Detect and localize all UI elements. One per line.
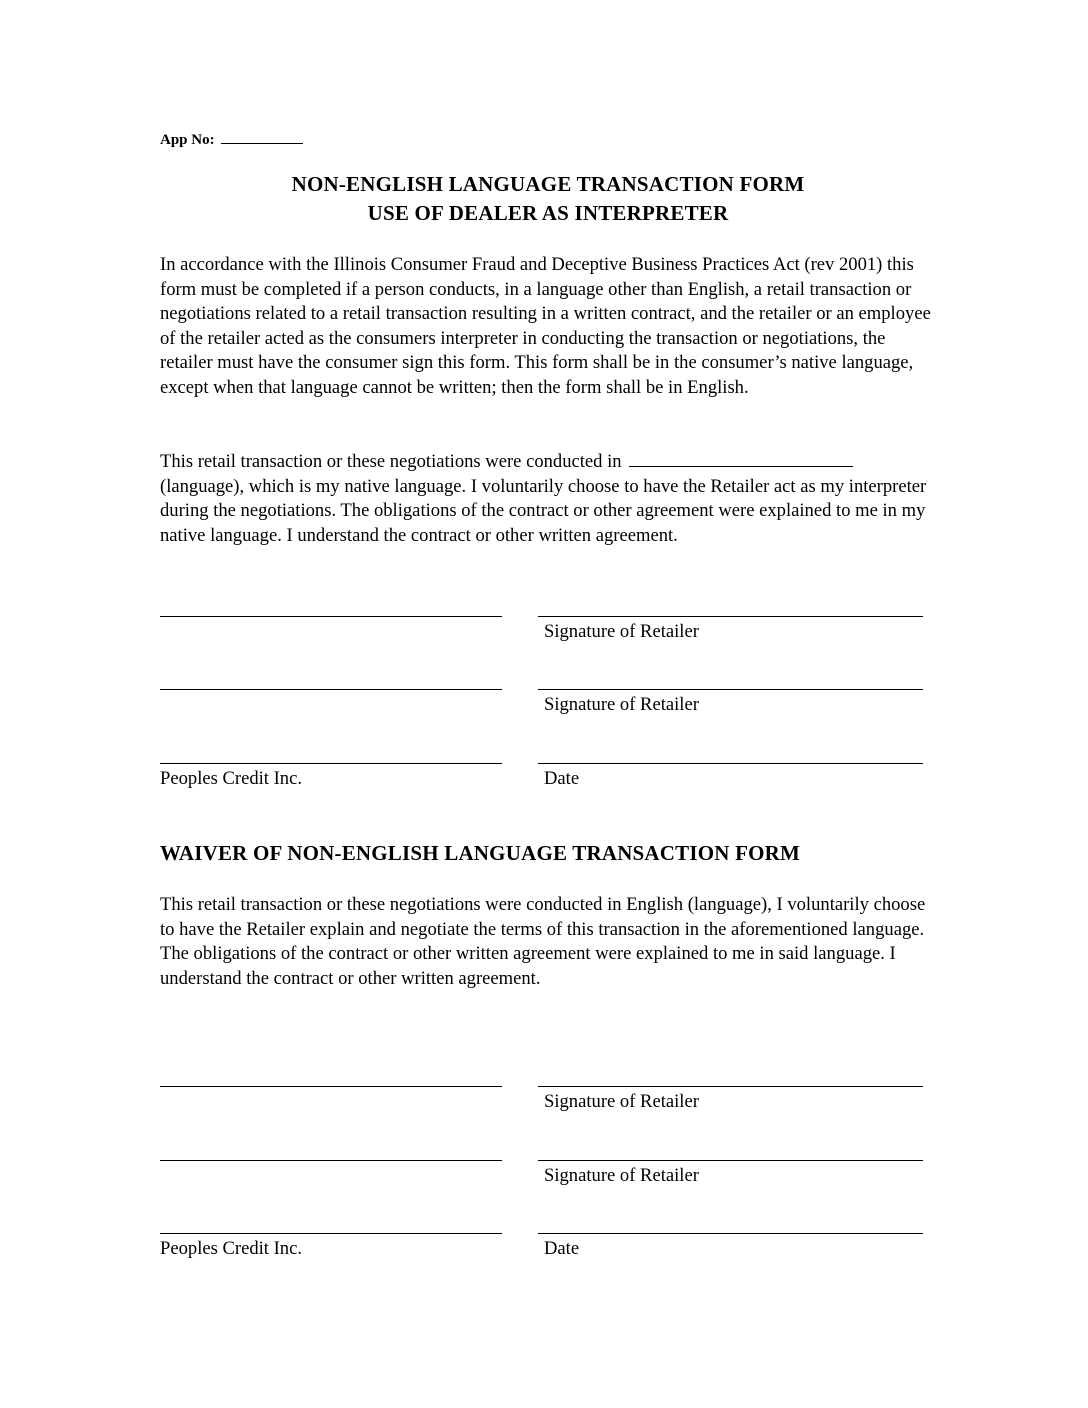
statement-text-before: This retail transaction or these negotiations were conducted in xyxy=(160,451,622,472)
app-no-label: App No: xyxy=(160,132,215,148)
language-blank[interactable] xyxy=(629,449,853,467)
consumer-signature-line-1[interactable] xyxy=(160,616,502,617)
waiver-consumer-signature-line-2[interactable] xyxy=(160,1160,502,1161)
statement-text-after: (language), which is my native language. I voluntarily choose to have the Retailer act as my interpreter during the negotiations. The obligations of the contract or other agreement were explained to me in my native language. I understand the contract or other written agreement. xyxy=(160,475,927,546)
consumer-signature-line-2[interactable] xyxy=(160,689,502,690)
date-label: Date xyxy=(544,768,580,789)
waiver-paragraph: This retail transaction or these negotiations were conducted in English (language), I voluntarily choose to have the Retailer explain and negotiate the terms of this transaction in the aforementioned language. The obligations of the contract or other written agreement were explained to me in said language. I understand the contract or other written agreement. xyxy=(160,894,926,989)
retailer-signature-line-1[interactable] xyxy=(538,616,923,617)
date-line[interactable] xyxy=(538,763,923,764)
company-line[interactable] xyxy=(160,763,502,764)
retailer-signature-label: Signature of Retailer xyxy=(544,694,699,715)
waiver-retailer-signature-line-2[interactable] xyxy=(538,1160,923,1161)
waiver-date-label: Date xyxy=(544,1238,580,1259)
retailer-signature-line-2[interactable] xyxy=(538,689,923,690)
form-title: NON-ENGLISH LANGUAGE TRANSACTION FORM xyxy=(291,172,805,196)
waiver-retailer-signature-line-1[interactable] xyxy=(538,1086,923,1087)
waiver-consumer-signature-line-1[interactable] xyxy=(160,1086,502,1087)
retailer-signature-label: Signature of Retailer xyxy=(544,621,699,642)
intro-paragraph: In accordance with the Illinois Consumer Fraud and Deceptive Business Practices Act (rev 2001) this form must be completed if a person conducts, in a language other than English, a retail transaction or negotiations related to a retail transaction resulting in a written contract, and the retailer or an employee of the retailer acted as the consumers interpreter in conducting the transaction or negotiations, the retailer must have the consumer sign this form. This form shall be in the consumer’s native language, except when that language cannot be written; then the form shall be in English. xyxy=(160,254,931,398)
app-no-blank[interactable] xyxy=(221,130,303,144)
waiver-retailer-signature-label: Signature of Retailer xyxy=(544,1091,699,1112)
waiver-date-line[interactable] xyxy=(538,1233,923,1234)
waiver-title: WAIVER OF NON-ENGLISH LANGUAGE TRANSACTION FORM xyxy=(160,841,801,865)
waiver-company-line[interactable] xyxy=(160,1233,502,1234)
waiver-company-label: Peoples Credit Inc. xyxy=(160,1238,303,1259)
waiver-retailer-signature-label: Signature of Retailer xyxy=(544,1165,699,1186)
company-label: Peoples Credit Inc. xyxy=(160,768,303,789)
language-statement xyxy=(160,449,935,548)
form-subtitle: USE OF DEALER AS INTERPRETER xyxy=(367,201,729,225)
app-no-field xyxy=(160,130,303,149)
